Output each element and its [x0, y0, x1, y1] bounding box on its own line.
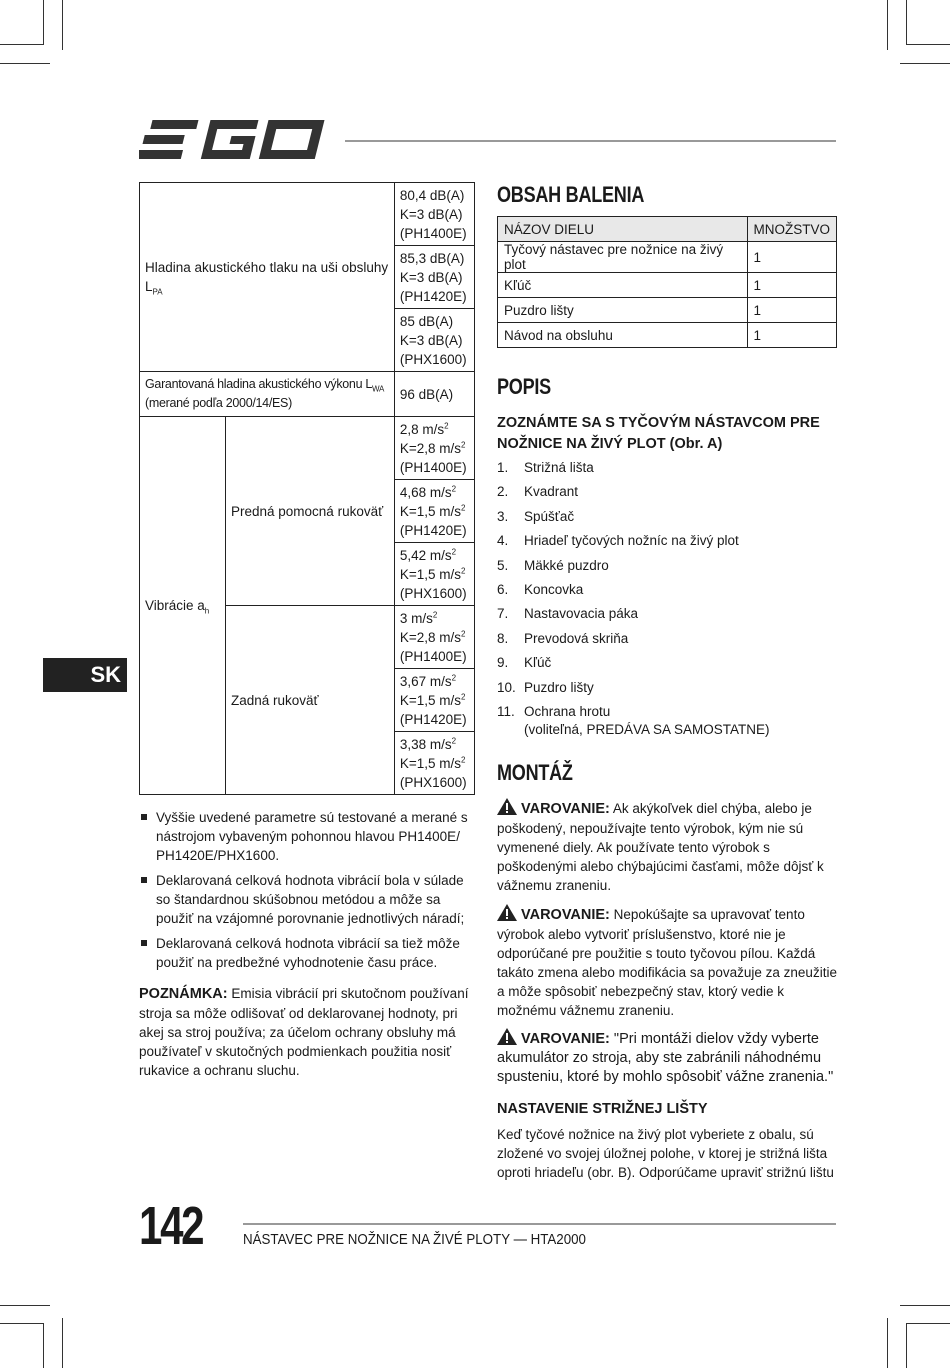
crop-mark — [887, 1318, 888, 1368]
note-paragraph — [139, 984, 479, 1080]
header-rule — [345, 140, 836, 142]
footer-rule — [243, 1223, 836, 1225]
list-item: 5. Mäkké puzdro — [497, 557, 609, 573]
contents-table — [497, 216, 837, 348]
list-item: 7. Nastavovacia páka — [497, 606, 639, 622]
crop-mark — [0, 63, 50, 64]
list-item: Deklarovaná celková hodnota vibrácií sa tiež môže použiť na predbežné vyhodnotenie času práce. — [139, 934, 475, 972]
spec-value: 85,3 dB(A) K=3 dB(A) (PH1420E) — [394, 246, 474, 309]
montaz-title: MONTÁŽ — [497, 760, 573, 785]
list-item: 6. Koncovka — [497, 582, 584, 598]
note-label: POZNÁMKA: — [139, 986, 228, 1002]
list-item: 2. Kvadrant — [497, 484, 579, 500]
table-cell: 1 — [747, 323, 837, 348]
table-row — [498, 298, 837, 323]
warning-icon — [497, 798, 517, 815]
list-item: 1. Strižná lišta — [497, 460, 594, 475]
crop-mark — [906, 0, 907, 44]
rear-handle-label: Zadná rukoväť — [226, 606, 395, 795]
crop-mark — [887, 0, 888, 50]
spec-value: 85 dB(A) K=3 dB(A) (PHX1600) — [394, 309, 474, 372]
list-item: 3. Spúšťač — [497, 508, 575, 524]
note-text: Emisia vibrácií pri skutočnom používaní stroja sa môže odlišovať od deklarovanej hodnoty, pri akej sa stroj používa; za účelom ochrany obsluhy má používateľ v skutočných podmienkach použitia nosiť rukavice a ochranu sluchu. — [139, 986, 469, 1078]
list-item: 11. Ochrana hrotu (voliteľná, PREDÁVA SA SAMOSTATNE) — [497, 704, 770, 738]
warning-paragraph: VAROVANIE: Nepokúšajte sa upravovať tento výrobok alebo vytvoriť príslušenstvo, ktoré nie je odporúčané pre použitie s touto tyčovou pílou. Každá takáto zmena alebo modifikácia sa považuje za zneužitie a môže spôsobiť nebezpečný stav, ktorý vedie k možnému vážnemu zraneniu. — [497, 904, 837, 1020]
crop-mark — [62, 0, 63, 50]
ego-logo — [139, 118, 329, 162]
contents-title: OBSAH BALENIA — [497, 182, 645, 207]
spec-value: 96 dB(A) — [394, 372, 474, 417]
spec-value: 3,38 $m/s^2$ K=1,5 $m/s^2$ (PHX1600) — [394, 732, 474, 795]
front-handle-label: Predná pomocná rukoväť — [226, 417, 395, 606]
noise-pressure-label: Hladina akustického tlaku na uši obsluhy $L_{PA}$ — [140, 183, 395, 372]
parts-list — [497, 456, 837, 739]
crop-mark — [43, 0, 44, 44]
warning-icon — [497, 1028, 517, 1045]
list-item: 10. Puzdro lišty — [497, 679, 594, 695]
spec-value: 2,8 $m/s^2$ K=2,8 $m/s^2$ (PH1400E) — [394, 417, 474, 480]
table-cell: 1 — [747, 273, 837, 298]
warning-paragraph: VAROVANIE: "Pri montáži dielov vždy vyberte akumulátor zo stroja, aby ste zabránili náhodnému spusteniu, ktoré by mohlo spôsobiť vážne zranenia." — [497, 1028, 837, 1087]
table-header: NÁZOV DIELU — [498, 217, 748, 242]
spec-value: 5,42 $m/s^2$ K=1,5 $m/s^2$ (PHX1600) — [394, 543, 474, 606]
popis-title: POPIS — [497, 374, 551, 399]
spec-value: 3 $m/s^2$ K=2,8 $m/s^2$ (PH1400E) — [394, 606, 474, 669]
table-cell: Návod na obsluhu — [498, 323, 748, 348]
warning-icon — [497, 904, 517, 921]
spec-value: 4,68 $m/s^2$ K=1,5 $m/s^2$ (PH1420E) — [394, 480, 474, 543]
language-tab: SK — [43, 658, 127, 692]
table-cell: 1 — [747, 298, 837, 323]
section-subtitle: NASTAVENIE STRIŽNEJ LIŠTY — [497, 1101, 708, 1117]
spec-table — [139, 182, 475, 795]
table-header: MNOŽSTVO — [747, 217, 837, 242]
list-item: 4. Hriadeľ tyčových nožníc na živý plot — [497, 533, 739, 549]
list-item: 8. Prevodová skriňa — [497, 630, 629, 646]
list-item: Deklarovaná celková hodnota vibrácií bola v súlade so štandardnou skúšobnou metódou a môže sa použiť na vzájomné porovnanie jednotlivých náradí; — [139, 871, 475, 928]
crop-mark — [0, 44, 44, 45]
crop-mark — [62, 1318, 63, 1368]
table-cell: Tyčový nástavec pre nožnice na živý plot — [498, 242, 748, 273]
body-paragraph: Keď tyčové nožnice na živý plot vyberiete z obalu, sú zložené vo svojej úložnej polohe, v ktorej je strižná lišta oproti hriadeľu (obr. B). Odporúčame upraviť strižnú lištu — [497, 1127, 834, 1180]
table-cell: Kľúč — [498, 273, 748, 298]
warning-paragraph: VAROVANIE: Ak akýkoľvek diel chýba, alebo je poškodený, nepoužívajte tento výrobok, kým nie sú vymenené diely. Ak používate tento výrobok s poškodenými alebo chýbajúcimi časťami, môže dôjsť k vážnemu zraneniu. — [497, 798, 837, 895]
crop-mark — [906, 1324, 907, 1368]
table-row — [498, 323, 837, 348]
spec-value: 80,4 dB(A) K=3 dB(A) (PH1400E) — [394, 183, 474, 246]
table-cell: 1 — [747, 242, 837, 273]
table-row — [498, 242, 837, 273]
crop-mark — [43, 1324, 44, 1368]
crop-mark — [900, 63, 950, 64]
list-item: 9. Kľúč — [497, 655, 552, 671]
crop-mark — [900, 1305, 950, 1306]
crop-mark — [0, 1305, 50, 1306]
table-cell: Puzdro lišty — [498, 298, 748, 323]
vibration-label: Vibrácie $a_h$ — [140, 417, 226, 795]
footer-title: NÁSTAVEC PRE NOŽNICE NA ŽIVÉ PLOTY — HTA2000 — [243, 1232, 586, 1248]
list-item: Vyššie uvedené parametre sú testované a merané s nástrojom vybaveným pohonnou hlavou PH1400E/ PH1420E/PHX1600. — [139, 808, 475, 865]
crop-mark — [906, 44, 950, 45]
popis-subtitle: ZOZNÁMTE SA S TYČOVÝM NÁSTAVCOM PRE NOŽNICE NA ŽIVÝ PLOT (Obr. A) — [497, 415, 820, 452]
spec-value: 3,67 $m/s^2$ K=1,5 $m/s^2$ (PH1420E) — [394, 669, 474, 732]
crop-mark — [906, 1323, 950, 1324]
table-row — [498, 273, 837, 298]
noise-power-label: Garantovaná hladina akustického výkonu $L_{WA}$ (merané podľa 2000/14/ES) — [140, 372, 395, 417]
page-number: 142 — [139, 1196, 203, 1256]
notes-list — [139, 808, 475, 978]
crop-mark — [0, 1323, 44, 1324]
